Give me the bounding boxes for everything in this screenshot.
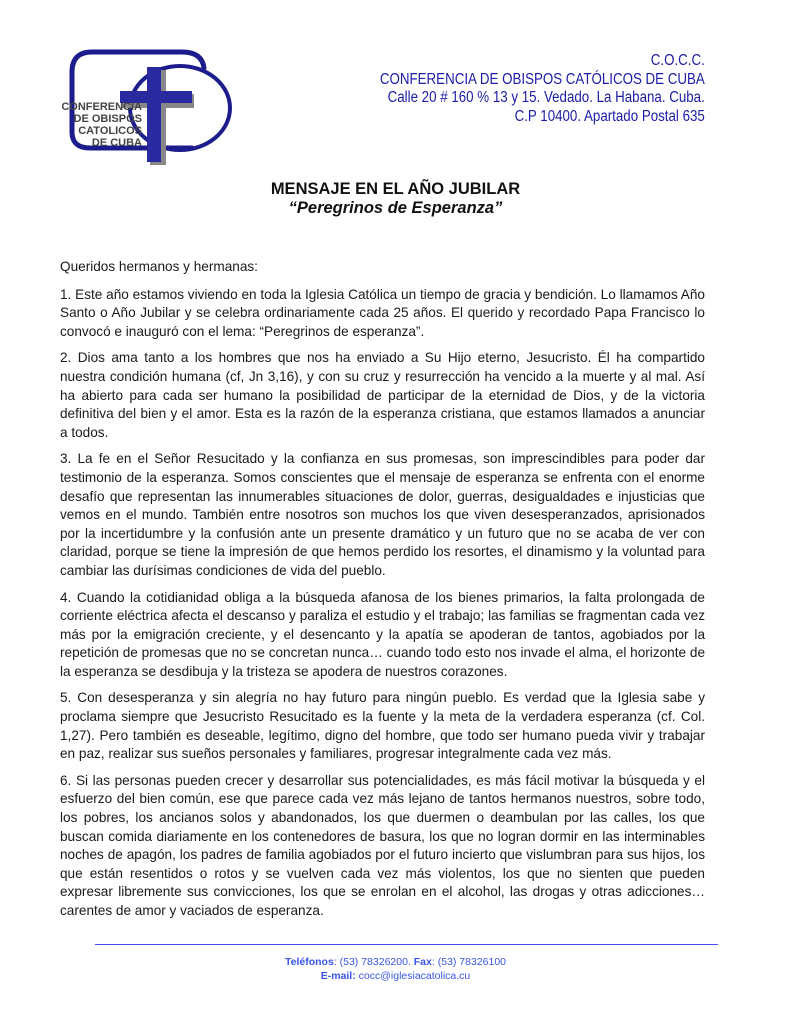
footer-phones (0, 955, 791, 969)
letter-body (60, 258, 705, 929)
document-title (0, 180, 791, 218)
footer-email (0, 969, 791, 983)
cocc-logo (62, 40, 237, 170)
fax-label: Fax (413, 956, 432, 968)
org-acronym: C.O.C.C. (650, 52, 705, 69)
org-address: Calle 20 # 160 % 13 y 15. Vedado. La Habana. Cuba. (387, 89, 705, 106)
phones-value: : (53) 78326200. (333, 956, 414, 968)
paragraph-3: 3. La fe en el Señor Resucitado y la confianza en sus promesas, son imprescindibles para poder dar testimonio de la esperanza. Somos conscientes que el mensaje de esperanza se enfrenta con el enorme desafío que representan las innumerables situaciones de dolor, guerras, desigualdades e injusticias que vemos en el mundo. También entre nosotros son muchos los que viven desesperanzados, aprisionados por la incertidumbre y la confusión ante un presente dramático y un futuro que no se acaba de ver con claridad, porque se tiene la impresión de que hemos perdido los resortes, el dinamismo y la voluntad para cambiar las durísimas condiciones de vida del pueblo. (60, 451, 705, 578)
paragraph-4: 4. Cuando la cotidianidad obliga a la búsqueda afanosa de los bienes primarios, la falta prolongada de corriente eléctrica afecta el descanso y paraliza el estudio y el trabajo; las familias se fragmentan cada vez más por la emigración creciente, y el desencanto y la apatía se apoderan de tantos, agobiados por la repetición de promesas que no se concretan nunca… cuando todo esto nos invade el alma, el horizonte de la esperanza se desdibuja y la tristeza se apodera de nuestros corazones. (60, 589, 705, 679)
paragraph-2: 2. Dios ama tanto a los hombres que nos ha enviado a Su Hijo eterno, Jesucristo. Él ha compartido nuestra condición humana (cf, Jn 3,16), y con su cruz y resurrección ha vencido a la muerte y al mal. Así ha abierto para cada ser humano la posibilidad de participar de la eternidad de Dios, y de la victoria definitiva del bien y el amor. Esta es la razón de la esperanza cristiana, que estamos llamados a anunciar a todos. (60, 350, 705, 440)
logo-line-3: CATOLICOS (78, 125, 142, 137)
logo-line-2: DE OBISPOS (73, 113, 142, 125)
phones-label: Teléfonos (284, 956, 334, 968)
paragraph-6: 6. Si las personas pueden crecer y desarrollar sus potencialidades, es más fácil motivar la búsqueda y el esfuerzo del bien común, ese que parece cada vez más lejano de tantos hermanos nuestros, sobre todo, los pobres, los ancianos solos y abandonados, los que duermen o deambulan por las calles, los que buscan comida diariamente en los contenedores de basura, los que no logran dormir en las interminables noches de apagón, los padres de familia agobiados por el futuro incierto que vislumbran para sus hijos, los que están resentidos o rotos y se vuelven cada vez más violentos, los que no sienten que pueden expresar libremente sus convicciones, los que se enrolan en el alcohol, las drogas y otras adicciones… carentes de amor y vaciados de esperanza. (60, 772, 705, 918)
paragraph-5: 5. Con desesperanza y sin alegría no hay futuro para ningún pueblo. Es verdad que la Iglesia sabe y proclama siempre que Jesucristo Resucitado es la fuente y la meta de la verdadera esperanza (cf. Col. 1,27). Pero también es deseable, legítimo, digno del hombre, que todo ser humano pueda vivir y trabajar en paz, realizar sus sueños personales y familiares, progresar integralmente cada vez más. (60, 690, 705, 762)
logo-line-4: DE CUBA (91, 137, 142, 149)
footer-contact (0, 955, 791, 983)
salutation: Queridos hermanos y hermanas: (60, 259, 258, 274)
title-main: MENSAJE EN EL AÑO JUBILAR (270, 180, 521, 198)
org-name: CONFERENCIA DE OBISPOS CATÓLICOS DE CUBA (380, 70, 705, 88)
title-subtitle: “Peregrinos de Esperanza” (288, 199, 503, 217)
fax-value: : (53) 78326100 (431, 956, 507, 968)
footer-divider (95, 944, 718, 945)
letterhead-address (380, 52, 705, 126)
org-postal: C.P 10400. Apartado Postal 635 (514, 107, 705, 125)
paragraph-1: 1. Este año estamos viviendo en toda la Iglesia Católica un tiempo de gracia y bendición. Lo llamamos Año Santo o Año Jubilar y se celebra ordinariamente cada 25 años. El querido y recordado Papa Francisco lo convocó e inauguró con el lema: “Peregrinos de esperanza”. (60, 286, 705, 339)
email-label: E-mail: (320, 970, 356, 982)
email-value[interactable]: cocc@iglesiacatolica.cu (355, 970, 471, 982)
logo-line-1: CONFERENCIA (62, 101, 142, 113)
cross-logo-icon (62, 40, 237, 170)
